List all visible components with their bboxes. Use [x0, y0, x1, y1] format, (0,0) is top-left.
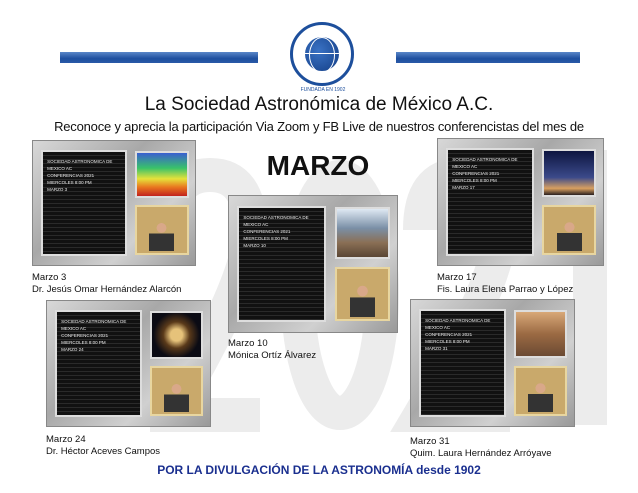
topic-image: [135, 151, 188, 198]
topic-image: [150, 311, 204, 359]
talk-date: Marzo 31: [410, 436, 450, 447]
board-line: MIERCOLES 8:00 PM: [47, 179, 92, 185]
board-line: CONFERENCIAS 2021: [243, 228, 291, 234]
board-line: CONFERENCIAS 2021: [425, 331, 473, 337]
conference-panel: [32, 140, 196, 266]
board-line: SOCIEDAD ASTRONOMICA DE MEXICO AC: [47, 158, 113, 171]
topic-image: [335, 207, 390, 259]
talk-date: Marzo 10: [228, 338, 268, 349]
event-board: [419, 309, 505, 417]
conference-panel: [46, 300, 211, 427]
logo-subtitle: FUNDADA EN 1902: [300, 87, 346, 93]
board-line: MARZO 3: [47, 186, 68, 192]
event-board: [446, 148, 533, 256]
globe-icon: [305, 37, 339, 71]
board-line: CONFERENCIAS 2021: [47, 172, 95, 178]
topic-image: [514, 310, 568, 358]
page-subtitle: Reconoce y aprecia la participación Via Zoom y FB Live de nuestros conferencistas del mes de: [54, 119, 584, 134]
board-line: MIERCOLES 8:00 PM: [243, 235, 288, 241]
event-board: [55, 310, 141, 418]
event-board: [41, 150, 127, 257]
speaker-photo: [335, 267, 390, 321]
speaker-photo: [135, 205, 188, 255]
speaker-caption: [32, 272, 181, 296]
speaker-photo: [150, 366, 204, 416]
conference-panel: [410, 299, 575, 427]
speaker-figure: [350, 281, 376, 316]
conference-panel: [437, 138, 604, 266]
right-blue-bar: [396, 52, 580, 63]
speaker-figure: [164, 380, 189, 412]
speaker-name: Fis. Laura Elena Parrao y López: [437, 284, 574, 295]
event-board: [237, 206, 326, 323]
board-line: MARZO 31: [425, 345, 448, 351]
talk-date: Marzo 3: [32, 272, 67, 283]
board-line: SOCIEDAD ASTRONOMICA DE MEXICO AC: [425, 317, 491, 330]
speaker-figure: [557, 218, 582, 250]
board-line: MIERCOLES 8:00 PM: [425, 338, 470, 344]
board-line: MARZO 24: [61, 346, 84, 352]
speaker-caption: [46, 434, 160, 458]
speaker-figure: [528, 379, 553, 411]
left-blue-bar: [60, 52, 258, 63]
board-line: CONFERENCIAS 2021: [452, 170, 500, 176]
month-heading: MARZO: [266, 150, 370, 181]
speaker-photo: [514, 366, 568, 416]
board-line: MIERCOLES 8:00 PM: [61, 339, 106, 345]
speaker-name: Mónica Ortíz Álvarez: [228, 350, 317, 361]
board-line: MARZO 17: [452, 184, 475, 190]
talk-date: Marzo 24: [46, 434, 86, 445]
talk-date: Marzo 17: [437, 272, 477, 283]
speaker-caption: [228, 338, 316, 362]
society-logo: [290, 22, 354, 86]
board-line: SOCIEDAD ASTRONOMICA DE MEXICO AC: [243, 214, 309, 227]
speaker-photo: [542, 205, 596, 255]
board-line: SOCIEDAD ASTRONOMICA DE MEXICO AC: [452, 156, 518, 169]
speaker-figure: [149, 219, 174, 251]
conference-panel: [228, 195, 398, 333]
board-line: MARZO 10: [243, 242, 266, 248]
board-line: SOCIEDAD ASTRONOMICA DE MEXICO AC: [61, 318, 127, 331]
board-line: CONFERENCIAS 2021: [61, 332, 109, 338]
speaker-name: Dr. Héctor Aceves Campos: [46, 446, 161, 457]
speaker-name: Quim. Laura Hernández Arróyave: [410, 448, 552, 459]
speaker-name: Dr. Jesús Omar Hernández Alarcón: [32, 284, 182, 295]
footer-slogan: POR LA DIVULGACIÓN DE LA ASTRONOMÍA desde 1902: [157, 463, 481, 477]
board-line: MIERCOLES 8:00 PM: [452, 177, 497, 183]
speaker-caption: [437, 272, 573, 296]
speaker-caption: [410, 436, 552, 460]
topic-image: [542, 149, 596, 197]
page-title: La Sociedad Astronómica de México A.C.: [144, 94, 494, 115]
